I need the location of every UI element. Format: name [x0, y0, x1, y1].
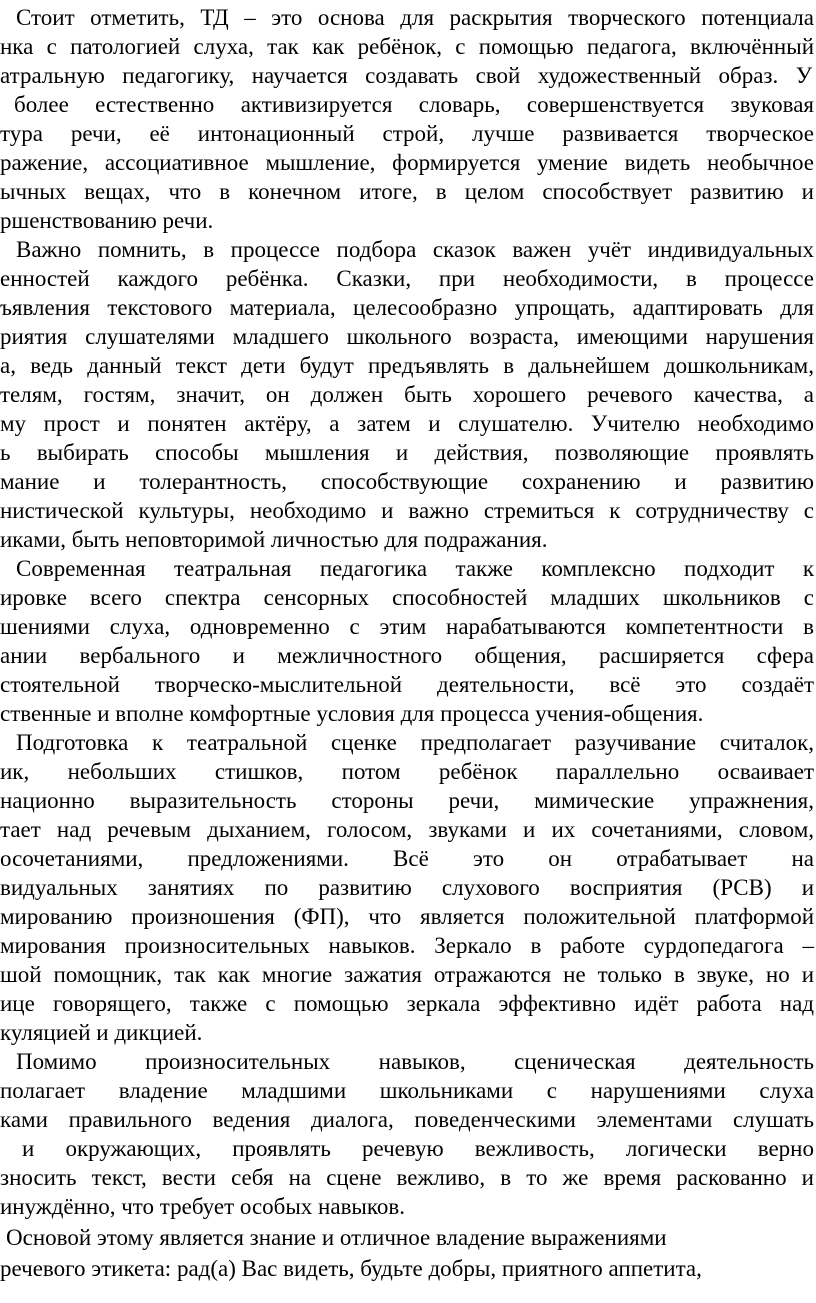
text-line: ражение, ассоциативное мышление, формируется умение видеть необычное [0, 150, 814, 175]
text-line: полагает владение младшими школьниками с нарушениями слуха [0, 1078, 814, 1103]
text-line: риятия слушателями младшего школьного возраста, имеющими нарушения [0, 324, 814, 349]
text-line: нистической культуры, необходимо и важно стремиться к сотрудничеству с [0, 498, 814, 523]
text-line: ь выбирать способы мышления и действия, позволяющие проявлять [0, 440, 814, 465]
text-line: ице говорящего, также с помощью зеркала эффективно идёт работа над [0, 991, 814, 1016]
text-line: Важно помнить, в процессе подбора сказок важен учёт индивидуальных [16, 237, 814, 262]
text-line: ъявления текстового материала, целесообразно упрощать, адаптировать для [0, 295, 814, 320]
text-line: Стоит отметить, ТД – это основа для раскрытия творческого потенциала [16, 5, 814, 30]
text-line: ировке всего спектра сенсорных способностей младших школьников с [0, 585, 814, 610]
text-line: видуальных занятиях по развитию слухового восприятия (РСВ) и [0, 875, 814, 900]
text-line: ршенствованию речи. [0, 208, 214, 233]
text-line: а, ведь данный текст дети будут предъявлять в дальнейшем дошкольникам, [0, 353, 814, 378]
text-line: тает над речевым дыханием, голосом, звуками и их сочетаниями, словом, [0, 817, 814, 842]
text-line: ании вербального и межличностного общения, расширяется сфера [0, 643, 814, 668]
text-line: ками правильного ведения диалога, поведенческими элементами слушать [0, 1107, 814, 1132]
text-line: стоятельной творческо-мыслительной деятельности, всё это создаёт [0, 672, 814, 697]
text-line: и окружающих, проявлять речевую вежливость, логически верно [22, 1136, 814, 1161]
text-line: мание и толерантность, способствующие сохранению и развитию [0, 469, 814, 494]
text-line: зносить текст, вести себя на сцене вежливо, в то же время раскованно и [0, 1165, 814, 1190]
text-line: нка с патологией слуха, так как ребёнок, с помощью педагога, включённый [0, 34, 814, 59]
text-line: атральную педагогику, научается создавать свой художественный образ. У [0, 63, 812, 88]
text-line: мирования произносительных навыков. Зеркало в работе сурдопедагога – [0, 933, 814, 958]
text-line: Основой этому является знание и отличное владение выражениями [6, 1225, 667, 1250]
text-line: Современная театральная педагогика также комплексно подходит к [16, 556, 814, 581]
text-line: тура речи, её интонационный строй, лучше развивается творческое [0, 121, 814, 146]
text-line: телям, гостям, значит, он должен быть хорошего речевого качества, а [0, 382, 814, 407]
text-line: ычных вещах, что в конечном итоге, в целом способствует развитию и [0, 179, 814, 204]
text-line: му прост и понятен актёру, а затем и слушателю. Учителю необходимо [0, 411, 814, 436]
text-line: инуждённо, что требует особых навыков. [0, 1194, 406, 1219]
text-line: Помимо произносительных навыков, сценическая деятельность [16, 1049, 814, 1074]
text-line: ственные и вполне комфортные условия для процесса учения-общения. [0, 701, 704, 726]
text-line: более естественно активизируется словарь, совершенствуется звуковая [14, 92, 814, 117]
text-line: осочетаниями, предложениями. Всё это он отрабатывает на [0, 846, 814, 871]
text-line: енностей каждого ребёнка. Сказки, при необходимости, в процессе [0, 266, 814, 291]
text-line: национно выразительность стороны речи, мимические упражнения, [0, 788, 814, 813]
text-line: куляцией и дикцией. [0, 1020, 203, 1045]
text-line: Подготовка к театральной сценке предполагает разучивание считалок, [16, 730, 814, 755]
text-line: иками, быть неповторимой личностью для подражания. [0, 527, 548, 552]
text-line: речевого этикета: рад(а) Вас видеть, будьте добры, приятного аппетита, [0, 1256, 702, 1281]
text-line: мированию произношения (ФП), что является положительной платформой [0, 904, 814, 929]
text-line: шой помощник, так как многие зажатия отражаются не только в звуке, но и [0, 962, 814, 987]
text-line: ик, небольших стишков, потом ребёнок параллельно осваивает [0, 759, 814, 784]
text-line: шениями слуха, одновременно с этим нарабатываются компетентности в [0, 614, 814, 639]
